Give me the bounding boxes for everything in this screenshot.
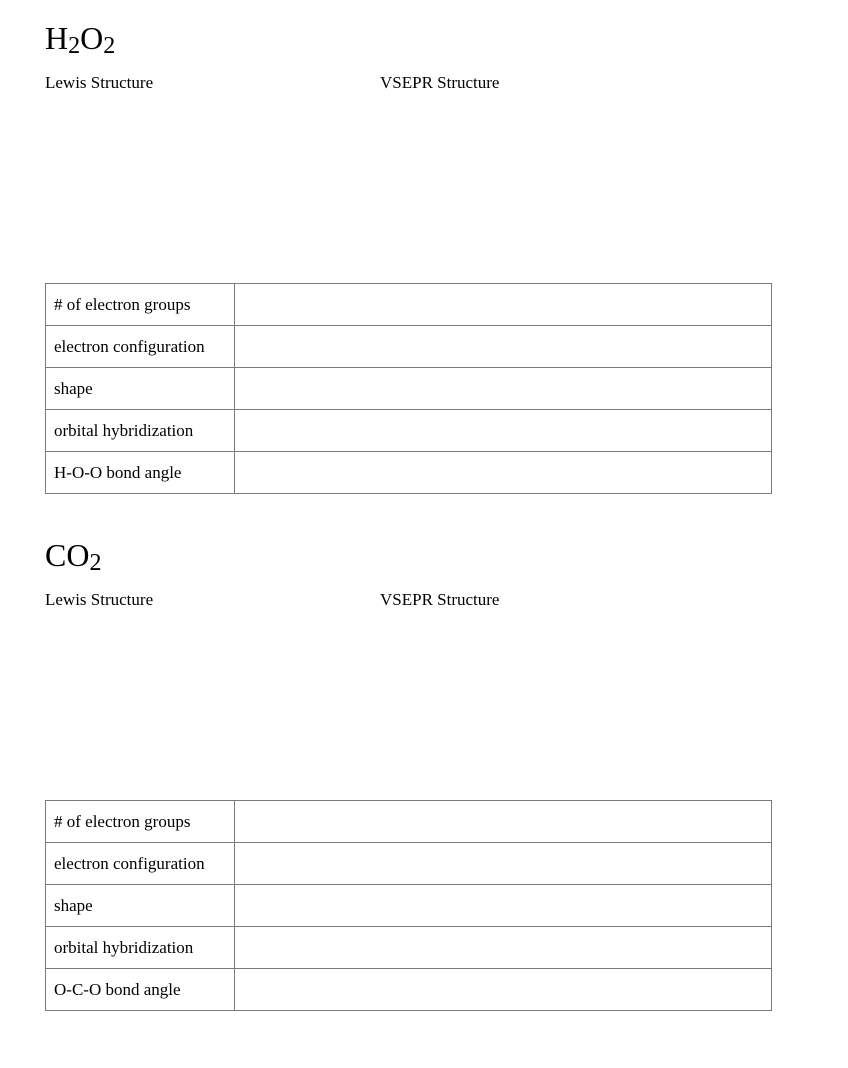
property-answer-cell[interactable] — [235, 885, 772, 927]
table-row — [46, 927, 772, 969]
table-row — [46, 843, 772, 885]
property-label: orbital hybridization — [46, 927, 235, 969]
property-label: shape — [46, 885, 235, 927]
property-answer-cell[interactable] — [235, 326, 772, 368]
property-label: # of electron groups — [46, 801, 235, 843]
table-row — [46, 368, 772, 410]
formula-subscript: 2 — [103, 33, 116, 59]
table-row — [46, 801, 772, 843]
property-answer-cell[interactable] — [235, 452, 772, 494]
vsepr-structure-label: VSEPR Structure — [380, 73, 500, 92]
table-row — [46, 410, 772, 452]
molecule-formula-heading — [45, 537, 102, 576]
formula-subscript: 2 — [68, 33, 81, 59]
property-label: orbital hybridization — [46, 410, 235, 452]
property-label: O-C-O bond angle — [46, 969, 235, 1011]
property-label: electron configuration — [46, 326, 235, 368]
table-row — [46, 284, 772, 326]
property-answer-cell[interactable] — [235, 368, 772, 410]
lewis-structure-label: Lewis Structure — [45, 590, 154, 609]
table-row — [46, 969, 772, 1011]
property-label: H-O-O bond angle — [46, 452, 235, 494]
formula-part: CO — [45, 537, 90, 573]
property-label: # of electron groups — [46, 284, 235, 326]
formula-part: O — [80, 20, 104, 56]
formula-part: H — [45, 20, 69, 56]
property-label: electron configuration — [46, 843, 235, 885]
property-answer-cell[interactable] — [235, 410, 772, 452]
lewis-structure-label: Lewis Structure — [45, 73, 154, 92]
properties-table — [45, 283, 772, 494]
table-row — [46, 452, 772, 494]
table-row — [46, 326, 772, 368]
property-answer-cell[interactable] — [235, 284, 772, 326]
property-answer-cell[interactable] — [235, 801, 772, 843]
molecule-formula-heading — [45, 20, 116, 59]
property-answer-cell[interactable] — [235, 843, 772, 885]
property-label: shape — [46, 368, 235, 410]
property-answer-cell[interactable] — [235, 927, 772, 969]
formula-subscript: 2 — [89, 550, 102, 576]
table-row — [46, 885, 772, 927]
property-answer-cell[interactable] — [235, 969, 772, 1011]
properties-table — [45, 800, 772, 1011]
vsepr-structure-label: VSEPR Structure — [380, 590, 500, 609]
